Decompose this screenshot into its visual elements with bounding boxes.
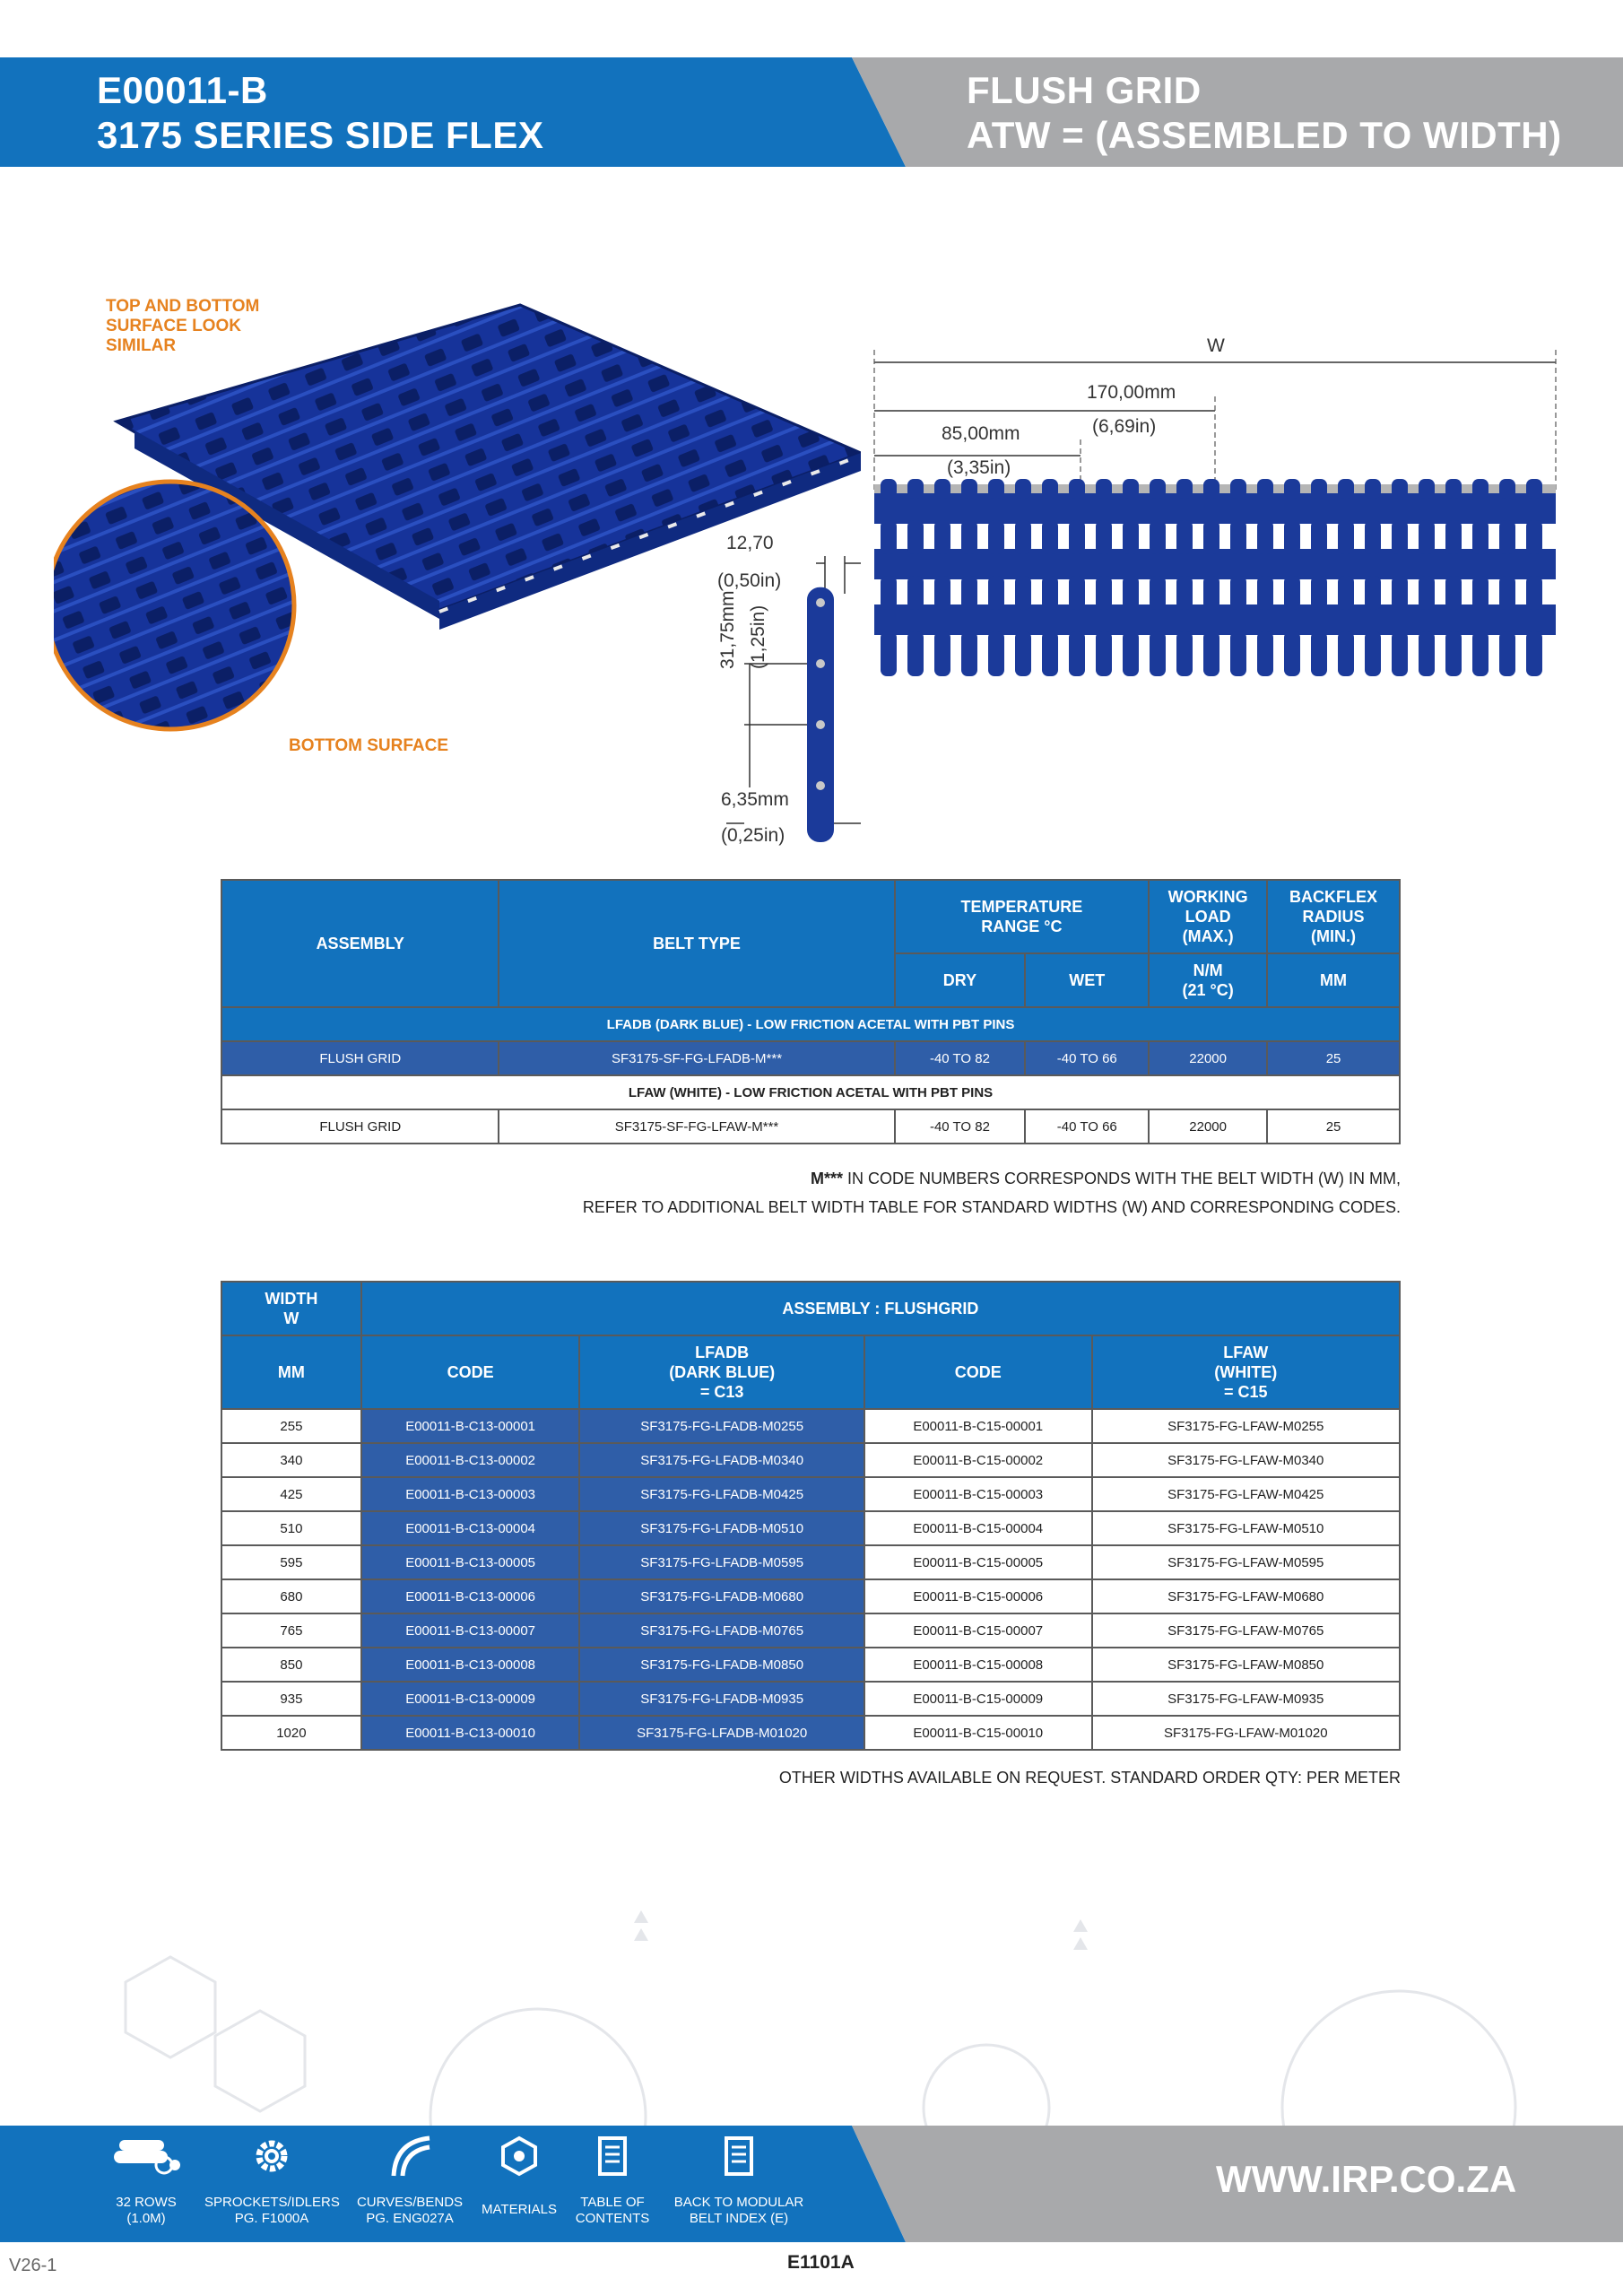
footer-link-contents[interactable]: TABLE OF CONTENTS [545,2133,680,2227]
col-backflex: BACKFLEX RADIUS (MIN.) [1267,880,1400,953]
dim-170-in: (6,69in) [1092,416,1157,437]
table-row: FLUSH GRID SF3175-SF-FG-LFAW-M*** -40 TO 82 -40 TO 66 22000 25 [221,1109,1400,1144]
curve-icon [386,2133,433,2179]
page-code: E1101A [787,2252,855,2273]
group-lfadb: LFADB (DARK BLUE) - LOW FRICTION ACETAL WITH PBT PINS [221,1007,1400,1041]
rollers-icon [110,2133,182,2179]
dim-31-75-in: (1,25in) [748,604,768,669]
table-row: 595 E00011-B-C13-00005 SF3175-FG-LFADB-M0595 E00011-B-C15-00005 SF3175-FG-LFAW-M0595 [221,1545,1400,1579]
spec-table [221,879,1401,1144]
website-link[interactable]: WWW.IRP.CO.ZA [1216,2158,1517,2200]
callout-top-bottom: TOP AND BOTTOM SURFACE LOOK SIMILAR [106,297,260,355]
footer-link-belt-index[interactable]: BACK TO MODULAR BELT INDEX (E) [667,2133,811,2227]
group-lfaw: LFAW (WHITE) - LOW FRICTION ACETAL WITH PBT PINS [221,1075,1400,1109]
version-label: V26-1 [9,2256,57,2275]
note-other-widths: OTHER WIDTHS AVAILABLE ON REQUEST. STANDARD ORDER QTY: PER METER [778,1769,1401,1787]
dim-6-35-in: (0,25in) [721,825,785,846]
bottom-surface-zoom [54,482,294,729]
background-decoration [0,1901,1623,2126]
col-lfadb: LFADB (DARK BLUE) = C13 [579,1335,864,1409]
note-refer: REFER TO ADDITIONAL BELT WIDTH TABLE FOR STANDARD WIDTHS (W) AND CORRESPONDING CODES. [582,1198,1401,1216]
header-subtitle [967,68,1562,158]
gear-icon [248,2133,295,2179]
table-row: FLUSH GRID SF3175-SF-FG-LFADB-M*** -40 TO 82 -40 TO 66 22000 25 [221,1041,1400,1075]
col-dry: DRY [895,953,1026,1007]
table-row: 850 E00011-B-C13-00008 SF3175-FG-LFADB-M0850 E00011-B-C15-00008 SF3175-FG-LFAW-M0850 [221,1648,1400,1682]
col-width: WIDTH W [221,1282,361,1335]
atw-label: ATW = (ASSEMBLED TO WIDTH) [967,114,1562,156]
col-code-c15: CODE [864,1335,1092,1409]
materials-icon [496,2133,542,2179]
series-name: 3175 SERIES SIDE FLEX [97,114,544,156]
footer-link-rows[interactable]: 32 ROWS (1.0M) [79,2133,213,2227]
table-row: 255 E00011-B-C13-00001 SF3175-FG-LFADB-M0255 E00011-B-C15-00001 SF3175-FG-LFAW-M0255 [221,1409,1400,1443]
table-row: 765 E00011-B-C13-00007 SF3175-FG-LFADB-M0765 E00011-B-C15-00007 SF3175-FG-LFAW-M0765 [221,1613,1400,1648]
col-lfaw: LFAW (WHITE) = C15 [1092,1335,1400,1409]
col-temp-range: TEMPERATURE RANGE °C [895,880,1150,953]
col-assembly: ASSEMBLY [221,880,499,1007]
col-mm: MM [221,1335,361,1409]
document-icon [589,2133,636,2179]
col-wet: WET [1025,953,1149,1007]
note-m-code: M*** IN CODE NUMBERS CORRESPONDS WITH THE BELT WIDTH (W) IN MM, [810,1170,1401,1187]
dim-31-75: 31,75mm [717,590,738,669]
product-code: E00011-B [97,69,268,111]
dim-w: W [1207,335,1225,356]
belt-style: FLUSH GRID [967,69,1202,111]
col-assembly-flushgrid: ASSEMBLY : FLUSHGRID [361,1282,1400,1335]
col-working-load: WORKING LOAD (MAX.) [1149,880,1267,953]
document-icon [716,2133,762,2179]
table-row: 510 E00011-B-C13-00004 SF3175-FG-LFADB-M0510 E00011-B-C15-00004 SF3175-FG-LFAW-M0510 [221,1511,1400,1545]
col-mm: MM [1267,953,1400,1007]
dim-170: 170,00mm [1087,382,1176,403]
dim-85: 85,00mm [942,423,1020,444]
table-row: 680 E00011-B-C13-00006 SF3175-FG-LFADB-M0680 E00011-B-C15-00006 SF3175-FG-LFAW-M0680 [221,1579,1400,1613]
col-belt-type: BELT TYPE [499,880,894,1007]
width-table [221,1281,1401,1751]
table-row: 340 E00011-B-C13-00002 SF3175-FG-LFADB-M0340 E00011-B-C15-00002 SF3175-FG-LFAW-M0340 [221,1443,1400,1477]
dim-12-70-in: (0,50in) [717,570,782,591]
dim-12-70: 12,70 [726,533,774,553]
top-view-diagram [870,350,1560,700]
footer-link-sprockets[interactable]: SPROCKETS/IDLERS PG. F1000A [204,2133,339,2227]
table-row: 1020 E00011-B-C13-00010 SF3175-FG-LFADB-M01020 E00011-B-C15-00010 SF3175-FG-LFAW-M01020 [221,1716,1400,1750]
callout-bottom-surface: BOTTOM SURFACE [289,736,449,755]
col-code-c13: CODE [361,1335,580,1409]
table-row: 935 E00011-B-C13-00009 SF3175-FG-LFADB-M0935 E00011-B-C15-00009 SF3175-FG-LFAW-M0935 [221,1682,1400,1716]
footer-link-curves[interactable]: CURVES/BENDS PG. ENG027A [343,2133,477,2227]
col-nm: N/M (21 °C) [1149,953,1267,1007]
table-row: 425 E00011-B-C13-00003 SF3175-FG-LFADB-M0425 E00011-B-C15-00003 SF3175-FG-LFAW-M0425 [221,1477,1400,1511]
header-title [97,68,543,158]
footer-link-materials[interactable]: MATERIALS [452,2133,586,2218]
dim-6-35: 6,35mm [721,789,789,810]
dim-85-in: (3,35in) [947,457,1011,478]
